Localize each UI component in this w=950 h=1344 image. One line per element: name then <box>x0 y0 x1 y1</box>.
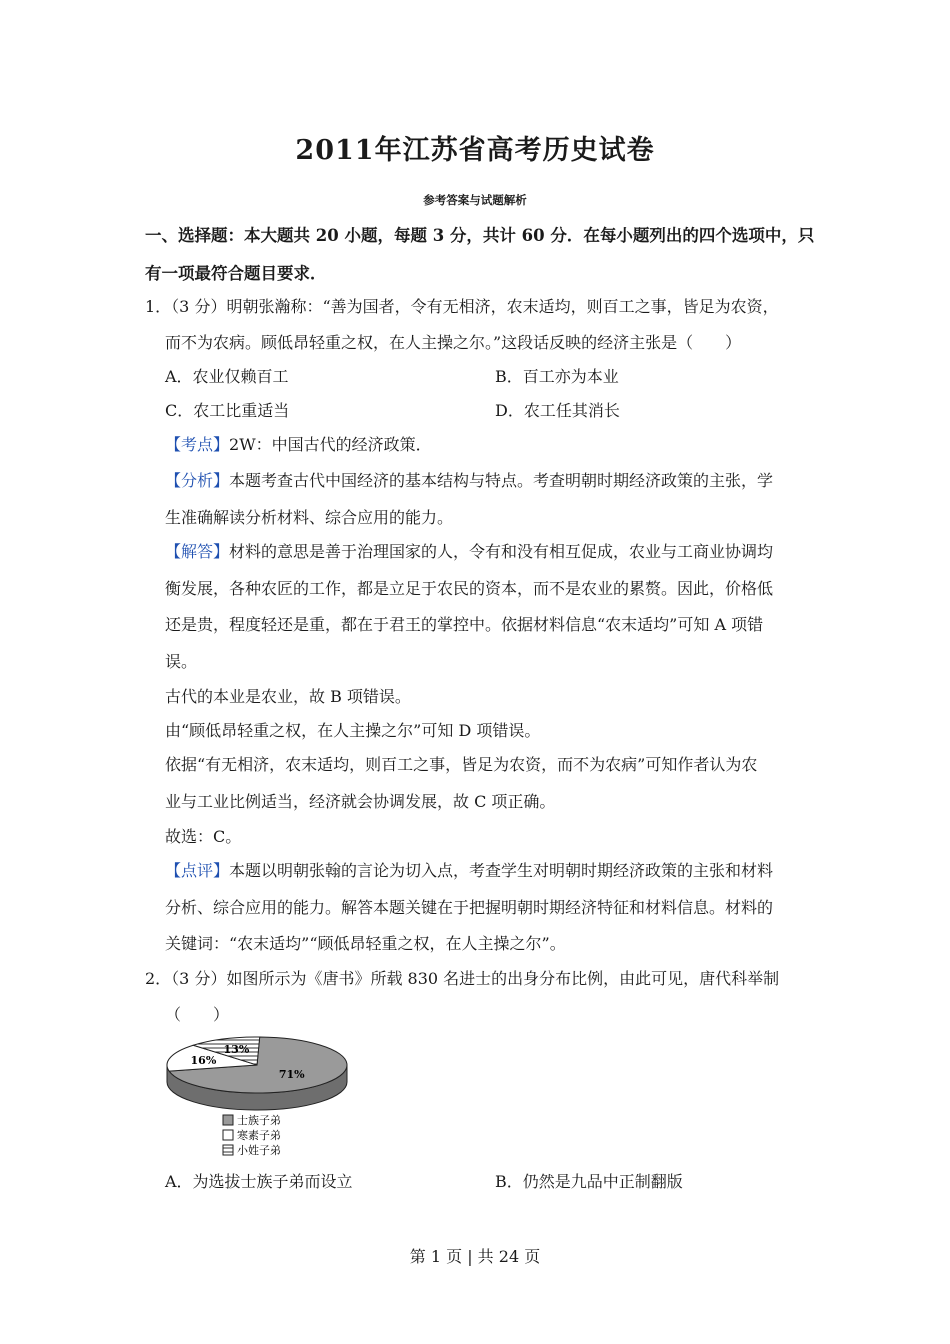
q1-option-a: A．农业仅赖百工 <box>165 367 289 386</box>
dianping-tag: 【点评】 <box>165 861 230 880</box>
q1-fenxi-line-2: 生准确解读分析材料、综合应用的能力。 <box>165 508 454 527</box>
q1-fenxi-line-1 <box>165 468 773 491</box>
q2-stem-line-1: 2．（3 分）如图所示为《唐书》所载 830 名进士的出身分布比例，由此可见，唐代科举制 <box>145 969 780 988</box>
section-heading-line-2: 有一项最符合题目要求． <box>145 264 327 283</box>
section-heading-line-1: 一、选择题：本大题共 20 小题，每题 3 分，共计 60 分．在每小题列出的四个选项中，只 <box>145 226 815 245</box>
q1-dianping-line-2: 分析、综合应用的能力。解答本题关键在于把握明朝时期经济特征和材料信息。材料的 <box>165 898 774 917</box>
q1-jieda-line-6: 由“顾低昂轻重之权，在人主操之尔”可知 D 项错误。 <box>165 721 541 740</box>
kaodian-tag: 【考点】 <box>165 435 230 454</box>
dianping-text-1: 本题以明朝张翰的言论为切入点，考查学生对明朝时期经济政策的主张和材料 <box>229 861 774 880</box>
pie-label-0: 71% <box>278 1067 305 1081</box>
pie-label-2: 13% <box>223 1042 250 1056</box>
q1-dianping-line-1 <box>165 858 773 881</box>
jieda-tag: 【解答】 <box>165 542 230 561</box>
q1-jieda-line-2: 衡发展，各种农匠的工作，都是立足于农民的资本，而不是农业的累赘。因此，价格低 <box>165 579 774 598</box>
q1-jieda-line-3: 还是贵，程度轻还是重，都在于君王的掌控中。依据材料信息“农末适均”可知 A 项错 <box>165 615 764 634</box>
q2-stem-line-2: （ ） <box>165 1005 230 1024</box>
q1-dianping-line-3: 关键词：“农末适均”“顾低昂轻重之权，在人主操之尔”。 <box>165 934 566 953</box>
q1-jieda-line-9: 故选：C。 <box>165 827 242 846</box>
legend-label-0: 士族子弟 <box>237 1114 281 1127</box>
q1-jieda-line-5: 古代的本业是农业，故 B 项错误。 <box>165 687 411 706</box>
q1-jieda-line-7: 依据“有无相济，农末适均，则百工之事，皆足为农资，而不为农病”可知作者认为农 <box>165 755 758 774</box>
kaodian-text: 2W：中国古代的经济政策． <box>229 435 432 454</box>
legend-label-1: 寒素子弟 <box>237 1129 281 1142</box>
page-title: 2011年江苏省高考历史试卷 <box>295 135 655 166</box>
legend-swatch-1 <box>223 1130 233 1140</box>
q1-jieda-line-4: 误。 <box>165 652 198 671</box>
jieda-text-1: 材料的意思是善于治理国家的人，令有和没有相互促成，农业与工商业协调均 <box>229 542 774 561</box>
page-footer: 第 1 页 | 共 24 页 <box>409 1247 541 1266</box>
legend-label-2: 小姓子弟 <box>237 1144 281 1157</box>
q1-option-b: B．百工亦为本业 <box>495 367 619 386</box>
q1-option-d: D．农工任其消长 <box>495 401 620 420</box>
pie-legend <box>223 1113 281 1157</box>
q1-jieda-line-8: 业与工业比例适当，经济就会协调发展，故 C 项正确。 <box>165 792 556 811</box>
fenxi-tag: 【分析】 <box>165 471 230 490</box>
page-subtitle: 参考答案与试题解析 <box>423 193 527 207</box>
q1-option-c: C．农工比重适当 <box>165 401 290 420</box>
q2-option-a: A．为选拔士族子弟而设立 <box>165 1172 353 1191</box>
q2-option-b: B．仍然是九品中正制翻版 <box>495 1172 683 1191</box>
pie-label-1: 16% <box>190 1054 217 1068</box>
legend-swatch-2 <box>223 1145 233 1155</box>
q1-jieda-line-1 <box>165 539 773 562</box>
q1-kaodian <box>165 432 432 455</box>
pie-chart <box>163 1030 355 1162</box>
q1-stem-line-1: 1．（3 分）明朝张瀚称：“善为国者，令有无相济，农末适均，则百工之事，皆足为农资， <box>145 297 779 316</box>
legend-swatch-0 <box>223 1115 233 1125</box>
fenxi-text-1: 本题考查古代中国经济的基本结构与特点。考查明朝时期经济政策的主张，学 <box>229 471 774 490</box>
q1-stem-line-2: 而不为农病。顾低昂轻重之权，在人主操之尔。”这段话反映的经济主张是（ ） <box>165 333 742 352</box>
